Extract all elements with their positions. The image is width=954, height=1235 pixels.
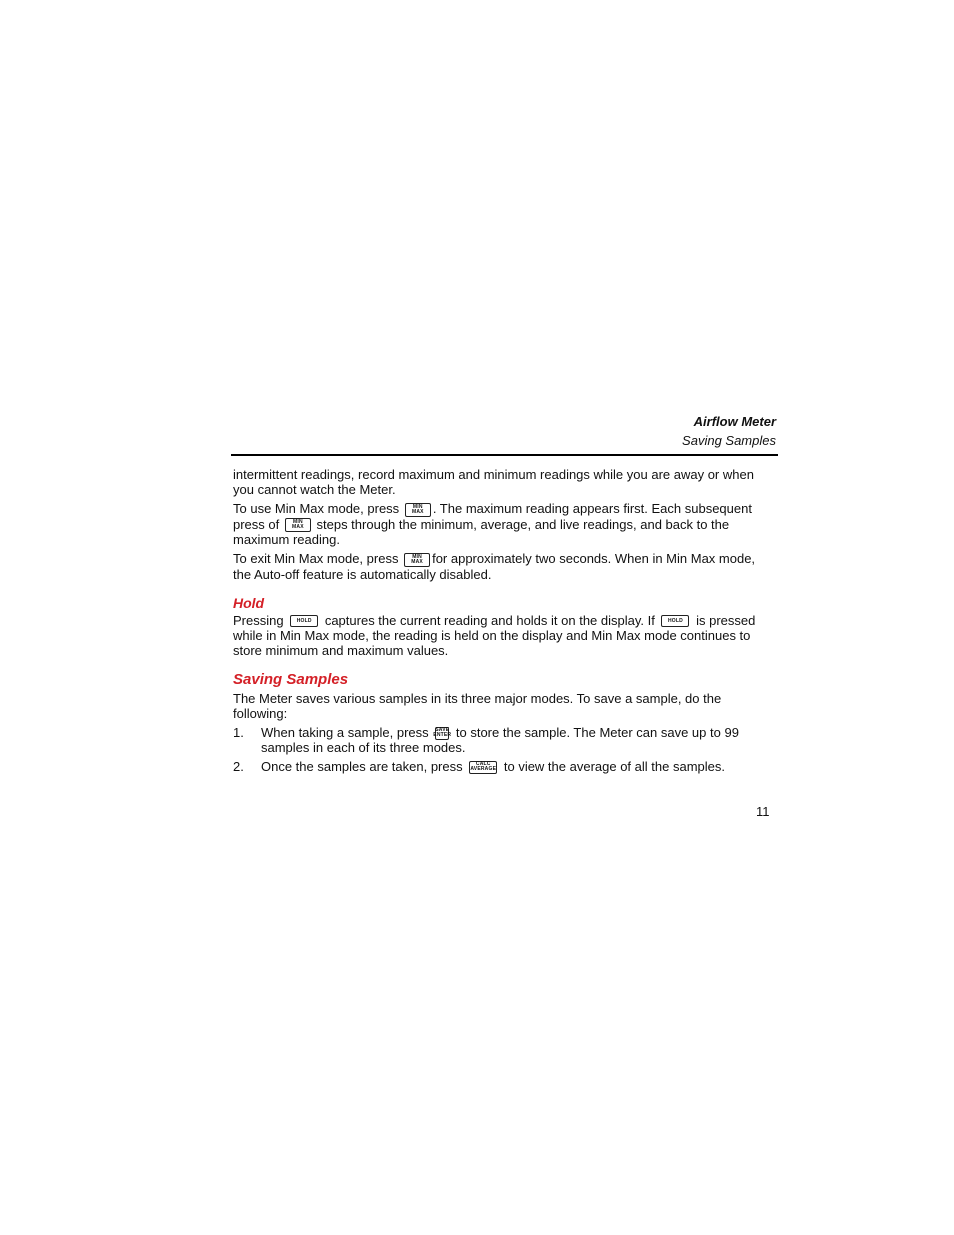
saving-intro-paragraph: The Meter saves various samples in its three major modes. To save a sample, do the following: xyxy=(233,690,722,721)
saving-steps-list xyxy=(233,725,773,774)
hold-paragraph: Pressing HOLD captures the current reading and holds it on the display. If HOLD is pressed while in Min Max mode, the reading is held on the display and Min Max mode continues to store minimum and maximum values. xyxy=(233,612,756,658)
save-enter-key-icon: SAVE ENTER xyxy=(433,727,452,739)
minmax-exit-paragraph: To exit Min Max mode, press MIN MAX for approximately two seconds. When in Min Max mode, the Auto-off feature is automatically disabled. xyxy=(233,551,756,582)
min-max-key-icon: MIN MAX xyxy=(405,503,431,517)
list-item: 2. Once the samples are taken, press CALC AVERAGE to view the average of all the samples. xyxy=(233,758,725,774)
header-subtitle: Saving Samples xyxy=(682,433,776,448)
saving-samples-heading: Saving Samples xyxy=(233,670,349,688)
header-rule xyxy=(231,454,778,456)
page-number: 11 xyxy=(756,804,770,819)
hold-heading: Hold xyxy=(233,594,265,611)
list-item: 1. When taking a sample, press SAVE ENTER to store the sample. The Meter can save up to 99 samples in each of its three modes. xyxy=(233,724,739,755)
page-content xyxy=(233,467,773,778)
hold-key-icon: HOLD xyxy=(661,615,689,627)
minmax-use-paragraph: To use Min Max mode, press MIN MAX . The maximum reading appears first. Each subsequent press of MIN MAX steps through the minimum, average, and live readings, and back to the maximum reading. xyxy=(233,501,752,548)
min-max-key-icon: MIN MAX xyxy=(285,518,311,532)
header-title: Airflow Meter xyxy=(693,414,776,429)
calc-average-key-icon: CALC AVERAGE xyxy=(470,761,497,773)
continuation-paragraph: intermittent readings, record maximum and minimum readings while you are away or when you cannot watch the Meter. xyxy=(233,467,754,497)
hold-key-icon: HOLD xyxy=(290,615,318,627)
min-max-key-icon: MIN MAX xyxy=(404,553,430,567)
